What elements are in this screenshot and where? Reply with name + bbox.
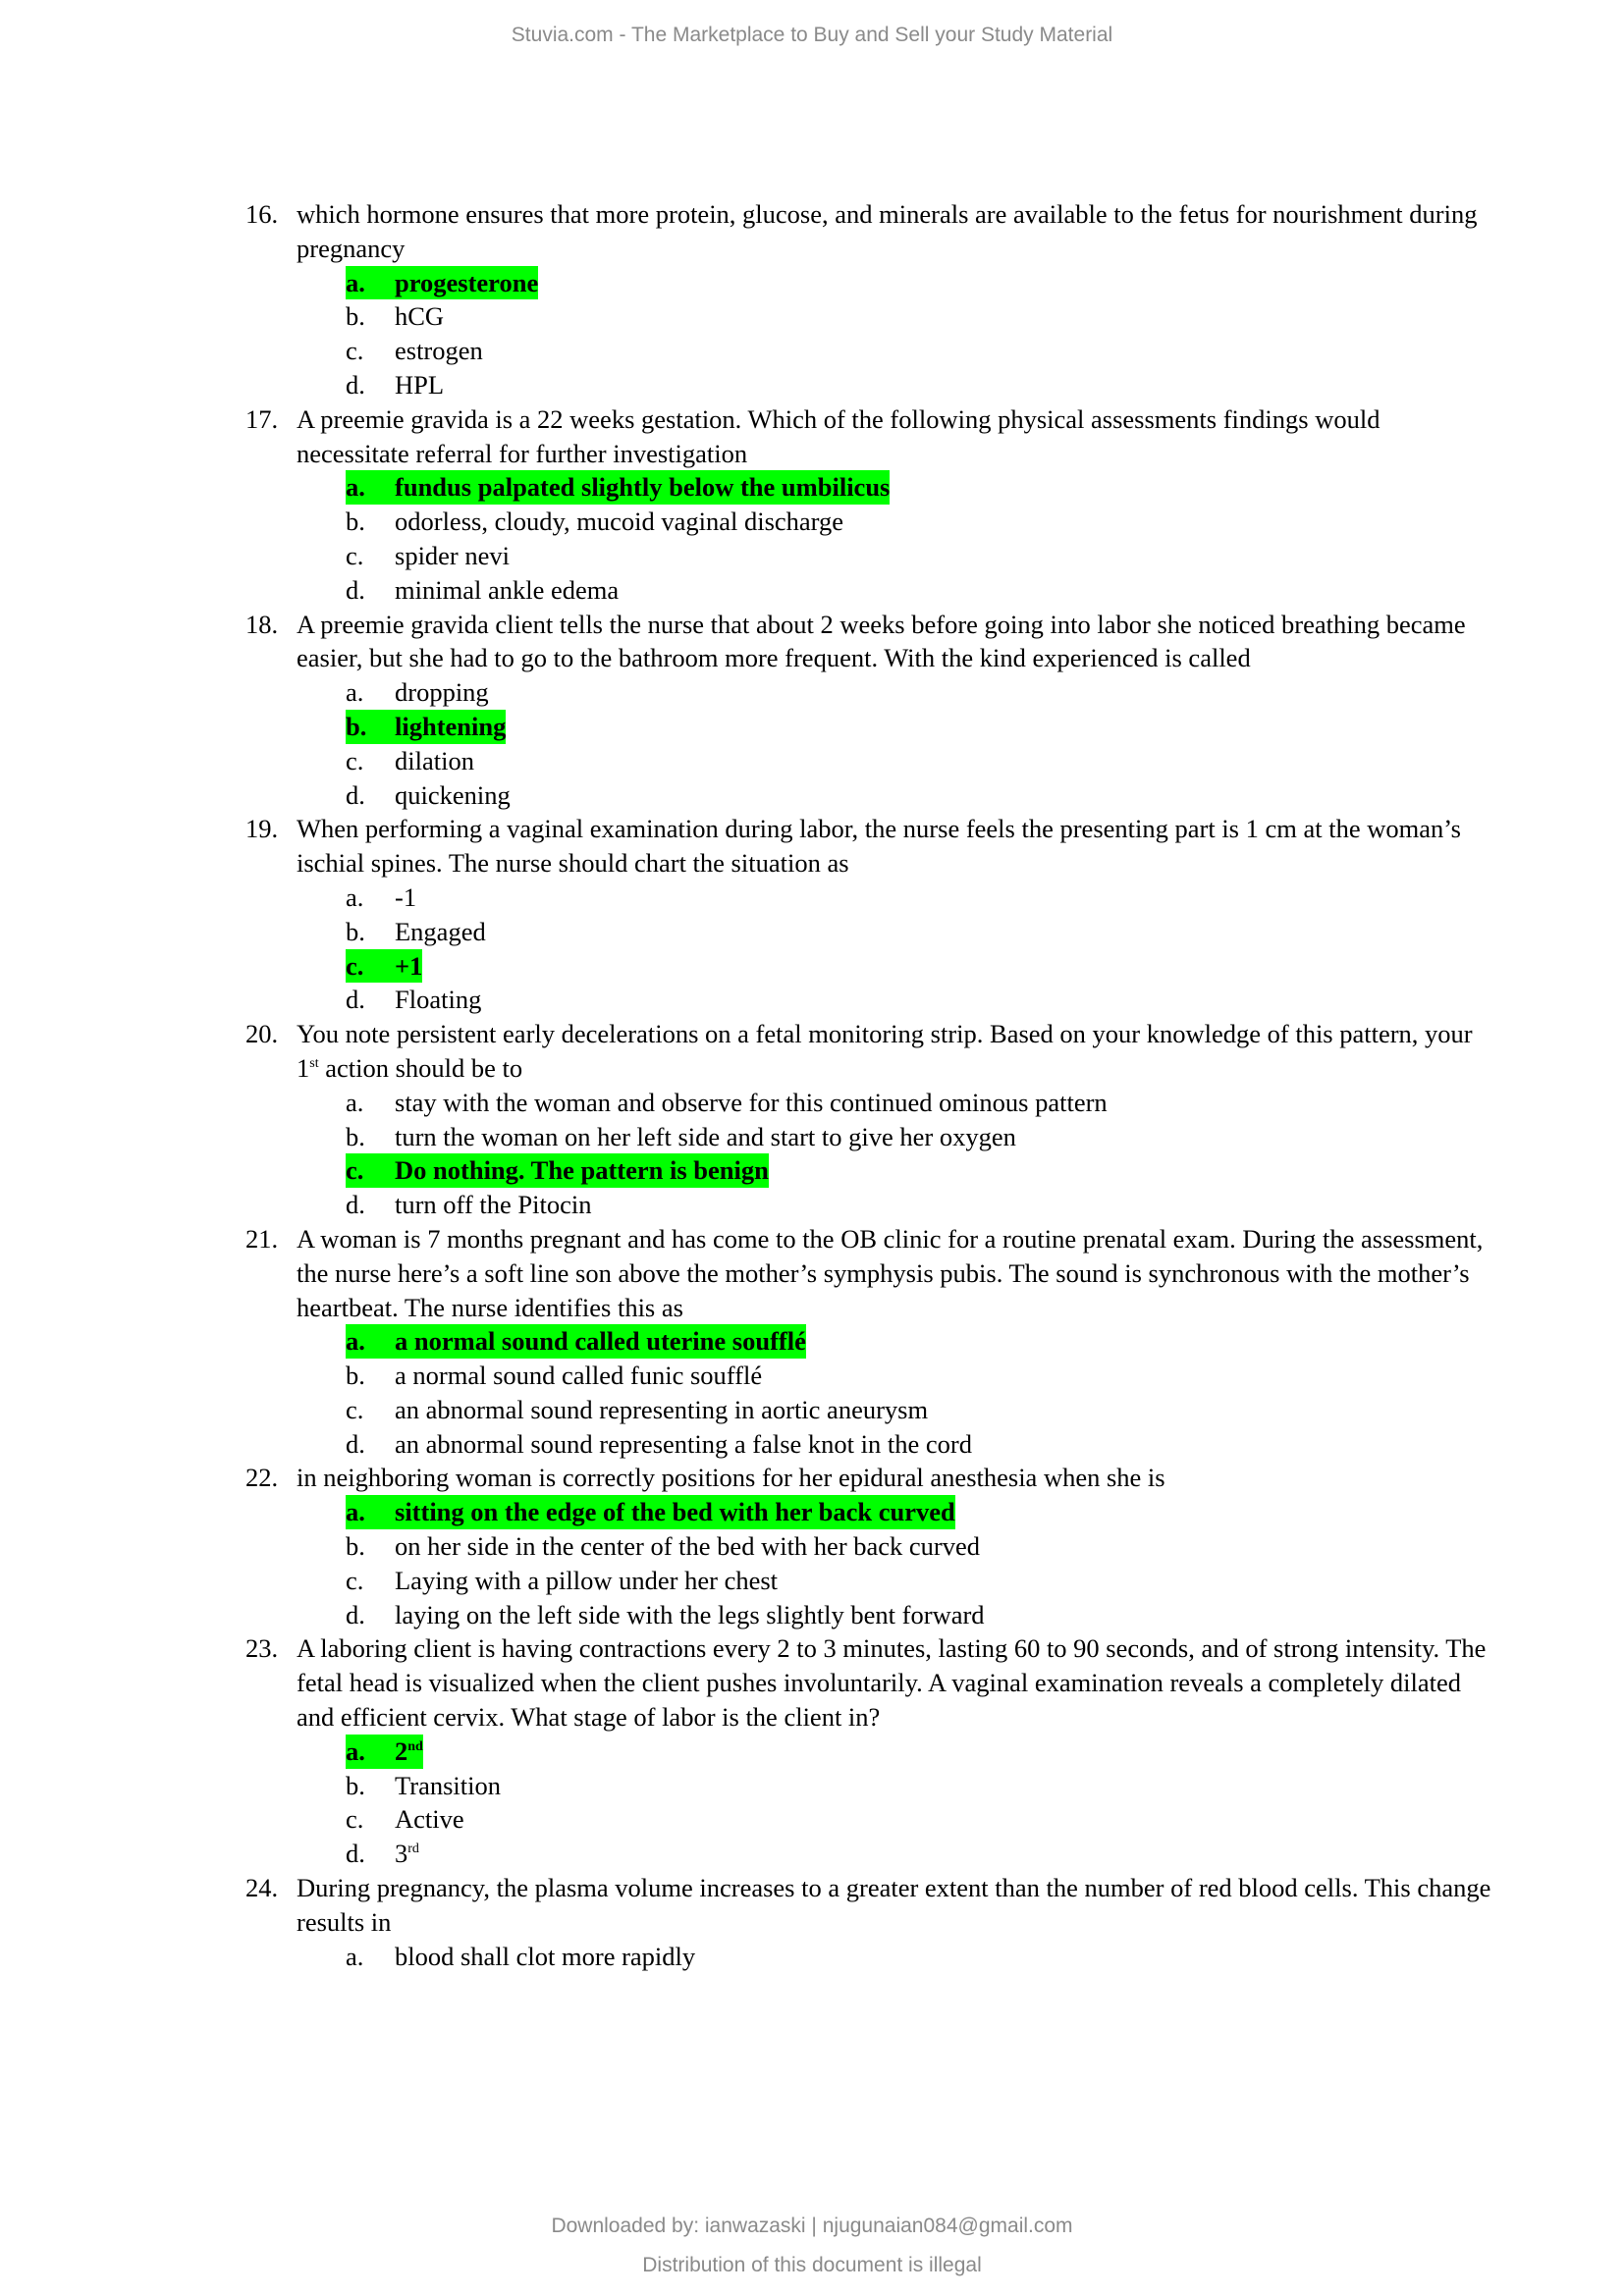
option-text-main: sitting on the edge of the bed with her back curved xyxy=(395,1497,955,1527)
option-content xyxy=(346,1188,591,1222)
option-content xyxy=(346,368,444,402)
answer-option xyxy=(245,505,1492,539)
question-header xyxy=(245,1631,1492,1734)
option-text-main: a normal sound called funic soufflé xyxy=(395,1361,763,1391)
option-content xyxy=(346,1153,769,1188)
option-letter: b. xyxy=(346,301,365,332)
option-content xyxy=(346,1427,972,1462)
question-item xyxy=(245,812,1492,1017)
question-number: 22. xyxy=(245,1463,279,1493)
answer-option xyxy=(245,915,1492,949)
option-text xyxy=(395,744,474,778)
option-text-main: an abnormal sound representing a false knot in the cord xyxy=(395,1428,972,1459)
option-text xyxy=(395,1837,419,1871)
option-content xyxy=(346,1359,762,1393)
option-text-main: a normal sound called uterine soufflé xyxy=(395,1326,806,1357)
option-letter: c. xyxy=(346,540,364,570)
option-letter: d. xyxy=(346,1190,365,1220)
answer-option xyxy=(245,1769,1492,1803)
option-text xyxy=(395,949,422,984)
option-text-main: Active xyxy=(395,1804,464,1835)
option-letter: c. xyxy=(346,1565,364,1595)
option-letter: d. xyxy=(346,1839,365,1869)
option-text xyxy=(395,710,506,744)
option-content xyxy=(346,1837,419,1871)
answer-option xyxy=(245,299,1492,334)
question-number: 16. xyxy=(245,199,279,229)
option-content xyxy=(346,675,489,710)
option-text xyxy=(395,368,444,402)
option-letter: c. xyxy=(346,1804,364,1835)
option-content xyxy=(346,539,510,573)
option-letter: d. xyxy=(346,779,365,810)
answer-option xyxy=(245,778,1492,813)
option-content xyxy=(346,915,486,949)
option-content xyxy=(346,778,511,813)
option-content xyxy=(346,1086,1108,1120)
question-item xyxy=(245,1222,1492,1462)
option-text-main: Floating xyxy=(395,985,482,1015)
option-letter: d. xyxy=(346,369,365,400)
option-text-main: Do nothing. The pattern is benign xyxy=(395,1155,769,1186)
question-number: 20. xyxy=(245,1019,279,1049)
option-letter: d. xyxy=(346,1428,365,1459)
question-number: 23. xyxy=(245,1633,279,1664)
question-item xyxy=(245,197,1492,402)
option-letter: c. xyxy=(346,336,364,366)
question-item xyxy=(245,608,1492,813)
answer-option xyxy=(245,334,1492,368)
option-letter: b. xyxy=(346,507,365,537)
option-letter: c. xyxy=(346,950,364,981)
question-number: 19. xyxy=(245,814,279,844)
option-text-main: spider nevi xyxy=(395,540,511,570)
option-letter: a. xyxy=(346,1735,365,1766)
option-text-main: blood shall clot more rapidly xyxy=(395,1941,696,1971)
option-text xyxy=(395,1802,464,1837)
option-text xyxy=(395,915,486,949)
question-text-part: action should be to xyxy=(318,1052,523,1083)
question-header xyxy=(245,402,1492,471)
option-text-main: turn off the Pitocin xyxy=(395,1190,592,1220)
answer-option xyxy=(245,1427,1492,1462)
option-text-main: quickening xyxy=(395,779,511,810)
option-text-main: lightening xyxy=(395,711,507,741)
option-letter: a. xyxy=(346,1087,364,1117)
question-number: 21. xyxy=(245,1223,279,1254)
option-letter: b. xyxy=(346,1531,365,1562)
answer-option-correct xyxy=(245,1735,1492,1769)
answer-option xyxy=(245,1359,1492,1393)
option-letter: d. xyxy=(346,985,365,1015)
option-text xyxy=(395,1427,972,1462)
answer-option-correct xyxy=(245,710,1492,744)
question-item xyxy=(245,1461,1492,1631)
answer-option xyxy=(245,744,1492,778)
option-content xyxy=(346,505,843,539)
answer-option xyxy=(245,1393,1492,1427)
option-text xyxy=(395,1324,806,1359)
option-letter: a. xyxy=(346,1497,365,1527)
option-content xyxy=(346,881,416,915)
option-text xyxy=(395,505,843,539)
question-header xyxy=(245,608,1492,676)
option-text xyxy=(395,539,510,573)
question-text: which hormone ensures that more protein, glucose, and minerals are available to the fetus for nourishment during pregnancy xyxy=(297,199,1478,263)
option-content xyxy=(346,573,619,608)
option-text-main: Laying with a pillow under her chest xyxy=(395,1565,779,1595)
option-text-main: dilation xyxy=(395,745,474,775)
question-text: A woman is 7 months pregnant and has come to the OB clinic for a routine prenatal exam. During the assessment, the nurse here’s a soft line son above the mother’s symphysis pubis. The sound is synchronous with the mother’s heartbeat. The nurse identifies this as xyxy=(297,1223,1484,1322)
question-number: 18. xyxy=(245,609,279,639)
option-content xyxy=(346,1393,928,1427)
option-text-main: Transition xyxy=(395,1770,501,1800)
option-content xyxy=(346,1802,464,1837)
question-text: A preemie gravida client tells the nurse that about 2 weeks before going into labor she noticed breathing became easier, but she had to go to the bathroom more frequent. With the kind experienced is called xyxy=(297,609,1466,673)
option-text-main: fundus palpated slightly below the umbilicus xyxy=(395,472,891,503)
option-text xyxy=(395,881,416,915)
question-header xyxy=(245,812,1492,881)
question-number: 17. xyxy=(245,403,279,434)
option-text-main: laying on the left side with the legs slightly bent forward xyxy=(395,1599,985,1629)
option-text xyxy=(395,983,481,1017)
distribution-notice: Distribution of this document is illegal xyxy=(642,2254,982,2276)
option-content xyxy=(346,1564,778,1598)
option-letter: b. xyxy=(346,1770,365,1800)
page-header: Stuvia.com - The Marketplace to Buy and Sell your Study Material xyxy=(511,24,1113,46)
question-text: When performing a vaginal examination during labor, the nurse feels the presenting part is 1 cm at the woman’s ischial spines. The nurse should chart the situation as xyxy=(297,814,1461,879)
answer-option xyxy=(245,1940,1492,1974)
answer-option xyxy=(245,1564,1492,1598)
option-content xyxy=(346,1940,695,1974)
option-text-main: minimal ankle edema xyxy=(395,574,620,605)
option-text-main: +1 xyxy=(395,950,423,981)
question-text xyxy=(297,1017,1492,1086)
option-letter: c. xyxy=(346,1155,364,1186)
option-text xyxy=(395,299,444,334)
option-text-main: dropping xyxy=(395,677,489,708)
option-text-main: -1 xyxy=(395,881,417,912)
option-text-main: 3 xyxy=(395,1839,408,1869)
option-content xyxy=(346,1598,985,1632)
answer-option xyxy=(245,368,1492,402)
option-content xyxy=(346,1324,806,1359)
option-text-main: progesterone xyxy=(395,267,539,297)
answer-option xyxy=(245,539,1492,573)
option-letter: c. xyxy=(346,745,364,775)
option-content xyxy=(346,949,422,984)
question-text: A laboring client is having contractions every 2 to 3 minutes, lasting 60 to 90 seconds, and of strong intensity. The fetal head is visualized when the client pushes involuntarily. A vaginal examination reveals a completely dilated and efficient cervix. What stage of labor is the client in? xyxy=(297,1633,1487,1733)
option-text-main: an abnormal sound representing in aortic aneurysm xyxy=(395,1394,929,1424)
option-text xyxy=(395,573,619,608)
question-text: A preemie gravida is a 22 weeks gestation. Which of the following physical assessments findings would necessitate referral for further investigation xyxy=(297,403,1380,468)
option-text xyxy=(395,1393,928,1427)
question-item xyxy=(245,1631,1492,1871)
option-letter: b. xyxy=(346,1121,365,1151)
question-item xyxy=(245,1871,1492,1973)
question-header xyxy=(245,197,1492,266)
option-content xyxy=(346,1529,980,1564)
question-header xyxy=(245,1222,1492,1324)
option-text xyxy=(395,1769,501,1803)
option-text-main: Engaged xyxy=(395,916,486,946)
answer-option xyxy=(245,881,1492,915)
option-text xyxy=(395,1529,980,1564)
option-letter: b. xyxy=(346,1361,365,1391)
option-text-main: estrogen xyxy=(395,336,483,366)
option-letter: b. xyxy=(346,711,367,741)
option-letter: d. xyxy=(346,1599,365,1629)
option-text xyxy=(395,1564,778,1598)
option-text xyxy=(395,778,511,813)
option-content xyxy=(346,299,444,334)
option-content xyxy=(346,1735,423,1769)
answer-option xyxy=(245,1120,1492,1154)
answer-option xyxy=(245,1837,1492,1871)
question-text: in neighboring woman is correctly positions for her epidural anesthesia when she is xyxy=(297,1463,1165,1493)
superscript: st xyxy=(309,1055,319,1071)
option-text-main: turn the woman on her left side and start to give her oxygen xyxy=(395,1121,1016,1151)
option-text xyxy=(395,1940,695,1974)
option-text-main: on her side in the center of the bed with her back curved xyxy=(395,1531,981,1562)
option-text xyxy=(395,1120,1016,1154)
answer-option xyxy=(245,1802,1492,1837)
answer-option xyxy=(245,573,1492,608)
answer-option xyxy=(245,1529,1492,1564)
question-header xyxy=(245,1461,1492,1495)
option-text xyxy=(395,1153,769,1188)
answer-option-correct xyxy=(245,266,1492,300)
question-item xyxy=(245,402,1492,608)
option-text xyxy=(395,1495,955,1529)
option-letter: b. xyxy=(346,916,365,946)
option-letter: a. xyxy=(346,267,365,297)
option-content xyxy=(346,1495,955,1529)
option-text xyxy=(395,1188,591,1222)
option-text xyxy=(395,1086,1108,1120)
answer-option xyxy=(245,983,1492,1017)
option-content xyxy=(346,334,483,368)
question-header xyxy=(245,1871,1492,1940)
question-list xyxy=(245,197,1492,1973)
download-notice: Downloaded by: ianwazaski | njugunaian084@gmail.com xyxy=(551,2215,1073,2237)
option-letter: a. xyxy=(346,472,365,503)
question-number: 24. xyxy=(245,1873,279,1903)
option-text xyxy=(395,675,489,710)
option-text xyxy=(395,266,538,300)
option-text-main: 2 xyxy=(395,1735,408,1766)
superscript: nd xyxy=(407,1738,423,1754)
superscript: rd xyxy=(407,1842,419,1857)
answer-option xyxy=(245,675,1492,710)
option-letter: a. xyxy=(346,1941,364,1971)
option-content xyxy=(346,1769,501,1803)
option-text xyxy=(395,1735,423,1769)
answer-option-correct xyxy=(245,1495,1492,1529)
question-text: During pregnancy, the plasma volume increases to a greater extent than the number of red blood cells. This change results in xyxy=(297,1873,1491,1937)
option-text xyxy=(395,334,483,368)
option-content xyxy=(346,983,481,1017)
answer-option-correct xyxy=(245,949,1492,984)
answer-option xyxy=(245,1086,1492,1120)
option-content xyxy=(346,266,538,300)
option-letter: c. xyxy=(346,1394,364,1424)
option-letter: a. xyxy=(346,677,364,708)
answer-option-correct xyxy=(245,1153,1492,1188)
answer-option-correct xyxy=(245,470,1492,505)
question-text-part: You note persistent early decelerations on a fetal monitoring strip. Based on your knowledge of this pattern, your 1 xyxy=(297,1019,1473,1083)
option-content xyxy=(346,744,474,778)
option-text xyxy=(395,1359,762,1393)
option-letter: a. xyxy=(346,881,364,912)
question-item xyxy=(245,1017,1492,1222)
option-content xyxy=(346,710,506,744)
answer-option xyxy=(245,1188,1492,1222)
option-content xyxy=(346,470,890,505)
option-text-main: hCG xyxy=(395,301,445,332)
option-text xyxy=(395,470,890,505)
option-letter: d. xyxy=(346,574,365,605)
option-content xyxy=(346,1120,1016,1154)
option-text xyxy=(395,1598,985,1632)
option-text-main: stay with the woman and observe for this continued ominous pattern xyxy=(395,1087,1108,1117)
question-header xyxy=(245,1017,1492,1086)
option-text-main: HPL xyxy=(395,369,445,400)
option-text-main: odorless, cloudy, mucoid vaginal discharge xyxy=(395,507,844,537)
answer-option-correct xyxy=(245,1324,1492,1359)
answer-option xyxy=(245,1598,1492,1632)
option-letter: a. xyxy=(346,1326,365,1357)
